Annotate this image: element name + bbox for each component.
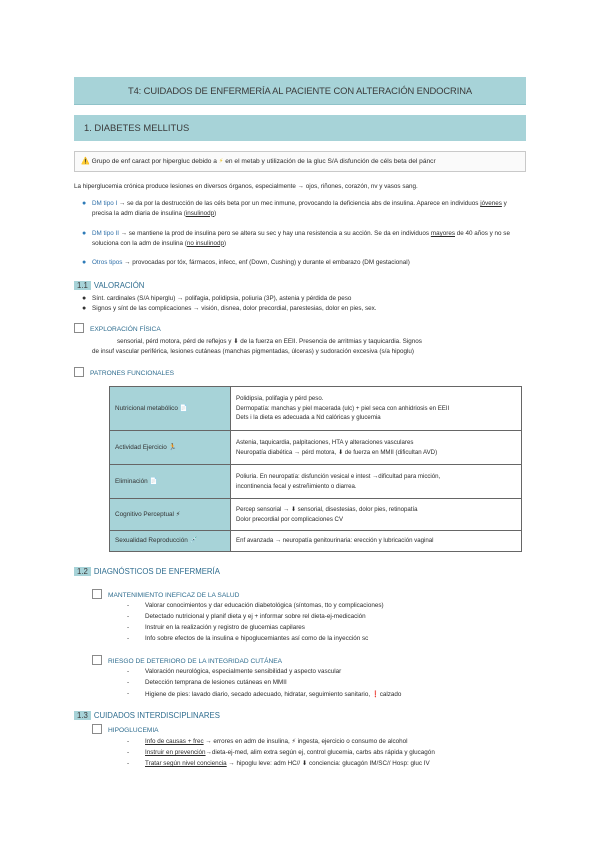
list-item: ● Otros tipos → provocadas por tóx, fármacos, infecc, enf (Down, Cushing) y durante el embarazo (DM gestacional) [82,259,410,266]
checkbox-icon[interactable] [74,367,84,377]
pattern-label: Eliminación 📄 [110,465,231,499]
checkbox-icon[interactable] [74,323,84,333]
intro-paragraph: La hiperglucemia crónica produce lesiones en diversos órganos, especialmente → ojos, riñones, corazón, nv y vasos sang. [74,183,418,190]
patrones-table [109,386,522,552]
lightning-icon: ⚡ [175,510,181,518]
bullet-icon: ● [82,305,87,312]
list-item: - Detección temprana de lesiones cutáneas en MMII [127,679,287,686]
exploracion-line: sensorial, pérd motora, pérd de reflejos y ⬇ de la fuerza en EEII. Presencia de arritmias y taquicardia. Signos [117,338,422,345]
table-row [110,499,522,531]
pattern-content: Percep sensorial → ⬇ sensorial, disestesias, dolor pies, retinopatía Dolor precordial por complicaciones CV [231,499,522,531]
list-item: - Info sobre efectos de la insulina e hipoglucemiantes así como de la inyección sc [127,635,369,642]
syringe-icon: 💉 [189,537,198,545]
lightning-icon: ⚡ [218,158,224,165]
list-item: - Detectado nutricional y planif dieta y ej + informar sobre rel dieta-ej-medicación [127,613,366,620]
checkbox-icon[interactable] [92,655,102,665]
document-icon: 📄 [179,404,188,412]
table-row [110,531,522,552]
checkbox-icon[interactable] [92,589,102,599]
list-item: - Valorar conocimientos y dar educación diabetológica (síntomas, tto y complicaciones) [127,602,384,609]
checkbox-mantenimiento[interactable]: MANTENIMIENTO INEFICAZ DE LA SALUD [92,589,239,599]
pattern-label: Nutricional metabólico 📄 [110,387,231,431]
list-item: - Instruir en prevención→dieta-ej-med, alim extra según ej, control glucemia, carbs abs rápida y glucagón [127,749,435,756]
bullet-icon: ● [82,295,87,302]
pattern-content: Polidipsia, polifagia y pérd peso. Dermopatía: manchas y piel macerada (ulc) + piel seca con anhidriosis en EEII Dets i la dieta es adecuada a Nd calóricas y glucemia [231,387,522,431]
pattern-label: Cognitivo Perceptual ⚡ [110,499,231,531]
checkbox-patrones[interactable]: PATRONES FUNCIONALES [74,367,174,377]
checkbox-icon[interactable] [92,724,102,734]
bullet-icon: ● [82,230,87,237]
subsection-heading-diagnosticos: 1.2 DIAGNÓSTICOS DE ENFERMERÍA [74,567,220,576]
exploracion-line: de insuf vascular periférica, lesiones cutáneas (manchas pigmentadas, úlceras) y sudoración excesiva (s/a hipoglu) [92,348,415,355]
checkbox-hipoglucemia[interactable]: HIPOGLUCEMIA [92,724,159,734]
checkbox-riesgo[interactable]: RIESGO DE DETERIORO DE LA INTEGRIDAD CUTÁNEA [92,655,282,665]
checkbox-exploracion[interactable]: EXPLORACIÓN FÍSICA [74,323,161,333]
table-row [110,465,522,499]
list-item: - Tratar según nivel conciencia → hipoglu leve: adm HC// ⬇ conciencia: glucagón IM/SC// Hosp: gluc IV [127,760,430,767]
pattern-content: Enf avanzada → neuropatía genitourinaria: erección y lubricación vaginal [231,531,522,552]
list-item: ● DM tipo II → se mantiene la prod de insulina pero se altera su sec y hay una resistencia a su acción. Se da en individuos mayores de 40 años y no se soluciona con la adm de insulina (no insulinodp) [82,230,510,247]
list-item: ● Sínt. cardinales (S/A hiperglu) → polifagia, polidipsia, poliuria (3P), astenia y pérdida de peso [82,295,352,302]
bullet-icon: ● [82,259,87,266]
callout-text-rest: en el metab y utilización de la gluc S/A disfunción de céls beta del páncr [225,158,436,165]
exclamation-icon: ❗ [371,691,380,698]
list-item: ● DM tipo I → se da por la destrucción de las céls beta por un mec inmune, provocando la deficiencia abs de insulina. Aparece en individuos jóvenes y precisa la adm diaria de insulina (insulinodp) [82,200,507,217]
runner-icon: 🏃 [168,443,177,451]
list-item: - Valoración neurológica, especialmente sensibilidad y aspecto vascular [127,668,342,675]
document-title: T4: CUIDADOS DE ENFERMERÍA AL PACIENTE CON ALTERACIÓN ENDOCRINA [74,77,526,105]
section-heading-diabetes: 1. DIABETES MELLITUS [74,115,526,141]
pattern-label: Actividad Ejercicio 🏃 [110,431,231,465]
subsection-heading-valoracion: 1.1 VALORACIÓN [74,281,144,290]
list-item: ● Signos y sínt de las complicaciones → visión, disnea, dolor precordial, parestesias, dolor en pies, sex. [82,305,377,312]
pattern-label: Sexualidad Reproducción 💉 [110,531,231,552]
callout-text: Grupo de enf caract por hipergluc debido a [91,158,217,165]
definition-callout [74,151,526,172]
list-item: - Info de causas + frec → errores en adm de insulina, ⚡ ingesta, ejercicio o consumo de alcohol [127,738,408,745]
list-item: - Higiene de pies: lavado diario, secado adecuado, hidratar, seguimiento sanitario, ❗calzado [127,690,402,698]
subsection-heading-cuidados: 1.3 CUIDADOS INTERDISCIPLINARES [74,711,220,720]
document-icon: 📄 [149,477,158,485]
list-item: - Instruir en la realización y registro de glucemias capilares [127,624,305,631]
table-row [110,431,522,465]
table-row [110,387,522,431]
warning-icon: ⚠️ [81,158,90,165]
pattern-content: Astenia, taquicardia, palpitaciones, HTA y alteraciones vasculares Neuropatía diabética → pérd motora, ⬇ de fuerza en MMII (dificultan AVD) [231,431,522,465]
pattern-content: Poliuria. En neuropatía: disfunción vesical e intest →dificultad para micción, incontinencia fecal y estreñimiento o diarrea. [231,465,522,499]
bullet-icon: ● [82,200,87,207]
